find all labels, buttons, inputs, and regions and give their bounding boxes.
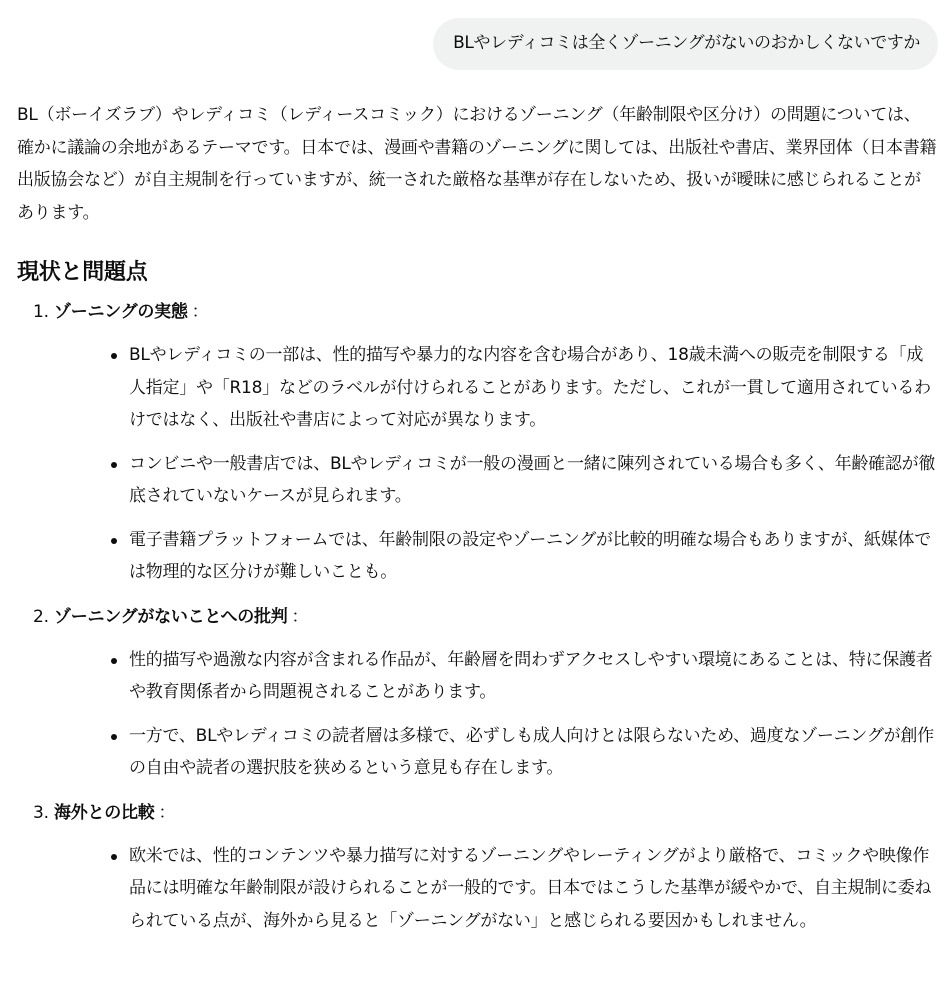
bullet-item: 一方で、BLやレディコミの読者層は多様で、必ずしも成人向けとは限らないため、過度なゾーニングが創作の自由や読者の選択肢を狭めるという意見も存在します。 — [54, 720, 937, 785]
user-message-bubble: BLやレディコミは全くゾーニングがないのおかしくないですか — [433, 18, 938, 70]
bullet-list — [54, 644, 937, 785]
response-intro-paragraph: BL（ボーイズラブ）やレディコミ（レディースコミック）におけるゾーニング（年齢制限や区分け）の問題については、確かに議論の余地があるテーマです。日本では、漫画や書籍のゾーニングに関しては、出版社や書店、業界団体（日本書籍出版協会など）が自主規制を行っていますが、統一された厳格な基準が存在しないため、扱いが曖昧に感じられることがあります。 — [17, 105, 937, 223]
item-title: ゾーニングがないことへの批判 — [54, 606, 288, 627]
item-title: ゾーニングの実態 — [54, 302, 188, 322]
bullet-item: 電子書籍プラットフォームでは、年齢制限の設定やゾーニングが比較的明確な場合もありますが、紙媒体では物理的な区分けが難しいことも。 — [54, 524, 937, 589]
numbered-item — [17, 600, 937, 785]
user-message-row — [433, 18, 938, 70]
item-title: 海外との比較 — [54, 802, 155, 823]
bullet-item: コンビニや一般書店では、BLやレディコミが一般の漫画と一緒に陳列されている場合も多く、年齢確認が徹底されていないケースが見られます。 — [54, 448, 937, 513]
item-number: 2. — [33, 606, 49, 627]
bullet-list — [54, 339, 937, 589]
item-colon: ： — [191, 302, 209, 322]
section-heading: 現状と問題点 — [17, 260, 148, 285]
item-number: 1. — [33, 302, 49, 322]
item-colon: ： — [158, 802, 176, 823]
numbered-item — [17, 796, 937, 938]
bullet-item: 欧米では、性的コンテンツや暴力描写に対するゾーニングやレーティングがより厳格で、コミックや映像作品には明確な年齢制限が設けられることが一般的です。日本ではこうした基準が緩やかで、自主規制に委ねられている点が、海外から見ると「ゾーニングがない」と感じられる要因かもしれません。 — [54, 840, 937, 938]
bullet-list — [54, 840, 937, 938]
assistant-response — [17, 99, 937, 948]
item-colon: ： — [291, 606, 309, 627]
item-number: 3. — [33, 802, 49, 823]
bullet-item: 性的描写や過激な内容が含まれる作品が、年齢層を問わずアクセスしやすい環境にあることは、特に保護者や教育関係者から問題視されることがあります。 — [54, 644, 937, 709]
bullet-item: BLやレディコミの一部は、性的描写や暴力的な内容を含む場合があり、18歳未満への販売を制限する「成人指定」や「R18」などのラベルが付けられることがあります。ただし、これが一貫して適用されているわけではなく、出版社や書店によって対応が異なります。 — [54, 339, 937, 437]
numbered-item — [17, 295, 937, 589]
